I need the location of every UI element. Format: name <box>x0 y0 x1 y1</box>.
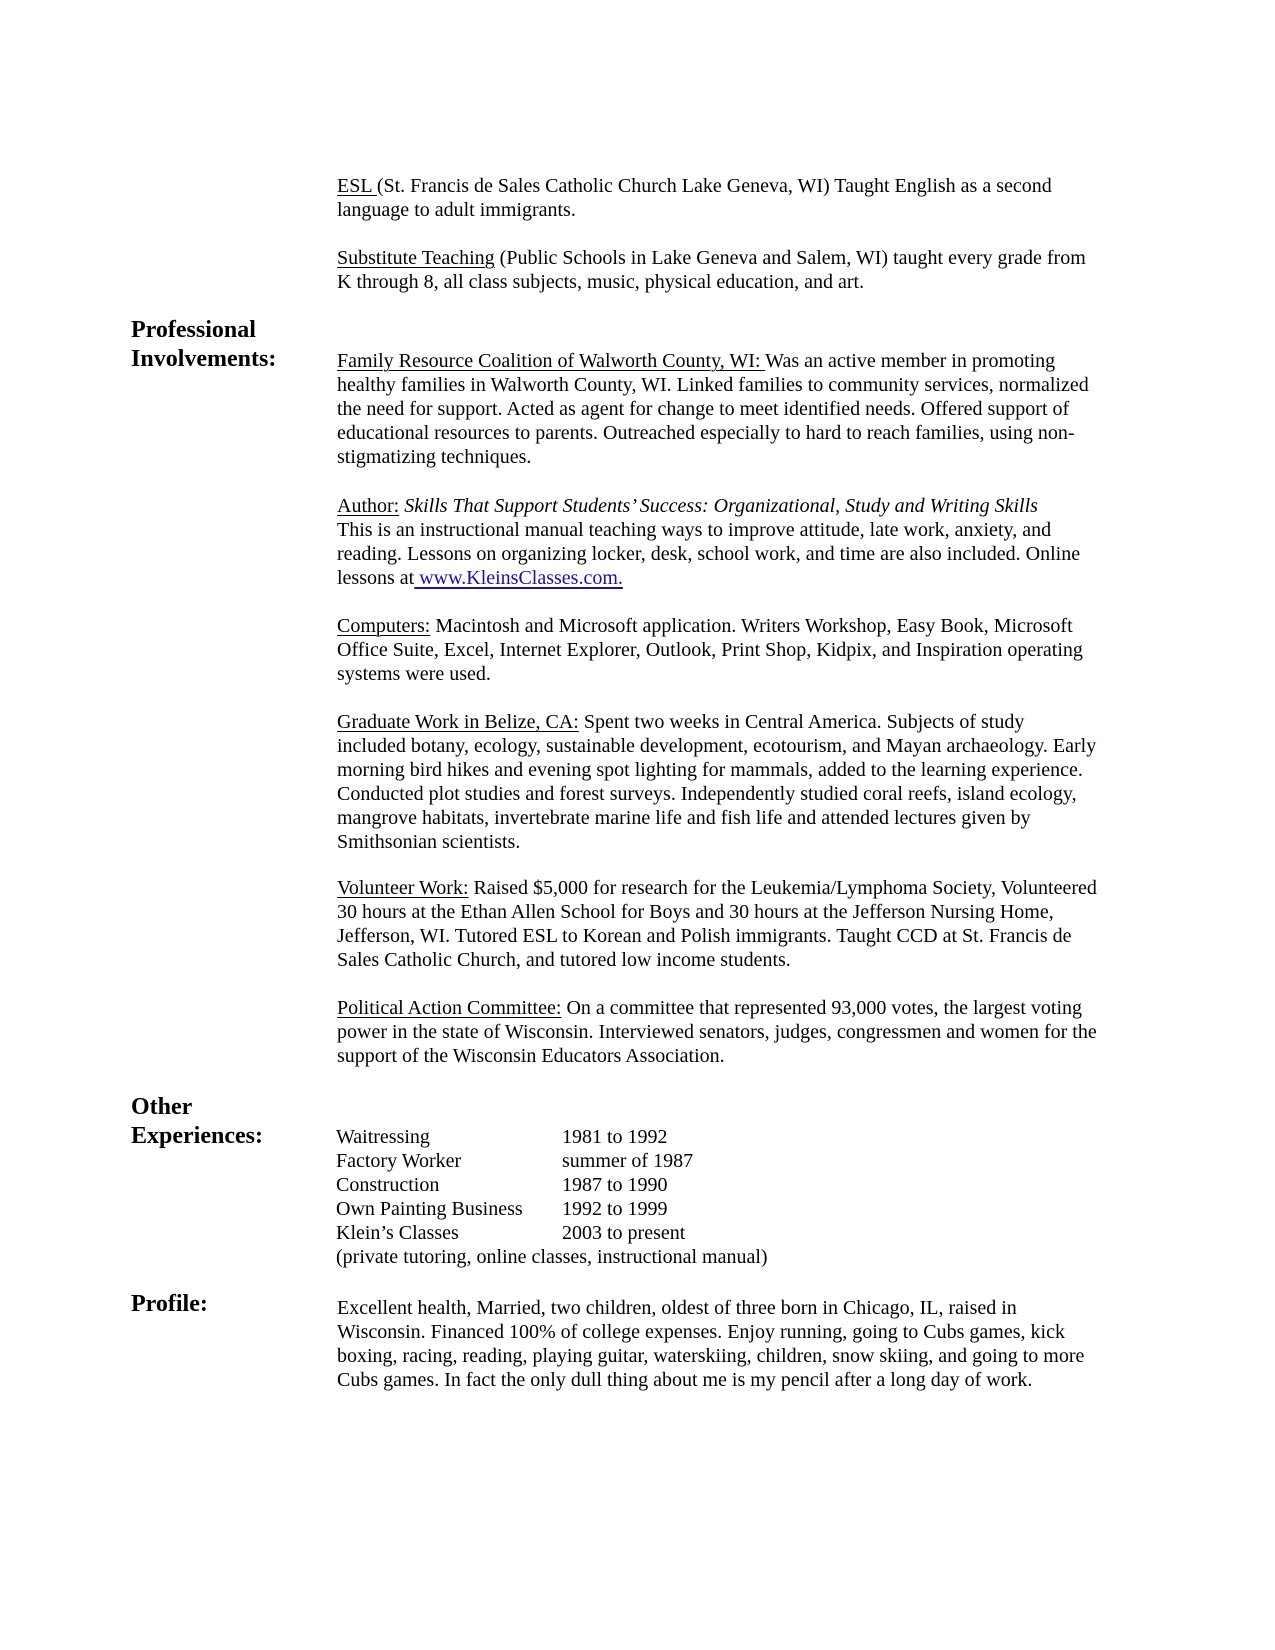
heading-line-2: Involvements: <box>131 346 277 372</box>
family-resource-label: Family Resource Coalition of Walworth County, WI: <box>337 350 766 372</box>
other-experiences-heading <box>131 1093 263 1151</box>
esl-paragraph <box>337 174 1097 222</box>
esl-label: ESL <box>337 175 377 197</box>
esl-text: (St. Francis de Sales Catholic Church Lake Geneva, WI) Taught English as a second language to adult immigrants. <box>337 175 1052 221</box>
heading-line-1: Professional <box>131 317 256 343</box>
author-book-title: Skills That Support Students’ Success: Organizational, Study and Writing Skills <box>399 495 1038 517</box>
family-resource-text: Was an active member in promoting healthy families in Walworth County, WI. Linked families to community services, normalized the need for support. Acted as agent for change to meet identified needs. Offered support of educational resources to parents. Outreached especially to hard to reach families, using non-stigmatizing techniques. <box>337 350 1089 468</box>
political-action-paragraph <box>337 996 1097 1068</box>
volunteer-work-paragraph <box>337 876 1097 972</box>
professional-involvements-heading <box>131 316 276 374</box>
political-action-text: On a committee that represented 93,000 votes, the largest voting power in the state of Wisconsin. Interviewed senators, judges, congressmen and women for the support of the Wisconsin Educators Association. <box>337 997 1097 1067</box>
experience-period: summer of 1987 <box>562 1150 694 1172</box>
experience-row <box>336 1221 693 1245</box>
kleins-classes-link[interactable]: www.KleinsClasses.com. <box>414 567 623 589</box>
experience-period: 2003 to present <box>562 1222 686 1244</box>
heading-line-2: Experiences: <box>131 1123 263 1149</box>
volunteer-work-label: Volunteer Work: <box>337 877 469 899</box>
experience-period: 1992 to 1999 <box>562 1198 668 1220</box>
experience-job: Own Painting Business <box>336 1198 523 1220</box>
substitute-teaching-text: (Public Schools in Lake Geneva and Salem, WI) taught every grade from K through 8, all class subjects, music, physical education, and art. <box>337 247 1086 293</box>
family-resource-paragraph <box>337 349 1097 469</box>
computers-text: Macintosh and Microsoft application. Writers Workshop, Easy Book, Microsoft Office Suite, Excel, Internet Explorer, Outlook, Print Shop, Kidpix, and Inspiration operating systems were used. <box>337 615 1083 685</box>
experience-row <box>336 1173 693 1197</box>
experiences-note: (private tutoring, online classes, instructional manual) <box>336 1246 768 1268</box>
experience-row <box>336 1197 693 1221</box>
volunteer-work-text: Raised $5,000 for research for the Leukemia/Lymphoma Society, Volunteered 30 hours at the Ethan Allen School for Boys and 30 hours at the Jefferson Nursing Home, Jefferson, WI. Tutored ESL to Korean and Polish immigrants. Taught CCD at St. Francis de Sales Catholic Church, and tutored low income students. <box>337 877 1097 971</box>
computers-paragraph <box>337 614 1097 686</box>
author-text: This is an instructional manual teaching ways to improve attitude, late work, anxiety, and reading. Lessons on organizing locker, desk, school work, and time are also included. Online lessons at <box>337 519 1081 589</box>
author-paragraph <box>337 494 1097 590</box>
experience-row <box>336 1125 693 1149</box>
computers-label: Computers: <box>337 615 431 637</box>
graduate-work-paragraph <box>337 710 1097 854</box>
experience-job: Waitressing <box>336 1126 430 1148</box>
experience-job: Factory Worker <box>336 1150 462 1172</box>
experience-job: Construction <box>336 1174 440 1196</box>
author-label: Author: <box>337 495 400 517</box>
experiences-table-body <box>336 1125 693 1245</box>
experiences-table <box>336 1125 693 1245</box>
substitute-teaching-label: Substitute Teaching <box>337 247 495 269</box>
experience-job: Klein’s Classes <box>336 1222 459 1244</box>
profile-heading: Profile: <box>131 1291 208 1317</box>
profile-text: Excellent health, Married, two children, oldest of three born in Chicago, IL, raised in Wisconsin. Financed 100% of college expenses. Enjoy running, going to Cubs games, kick boxing, racing, reading, playing guitar, waterskiing, children, snow skiing, and going to more Cubs games. In fact the only dull thing about me is my pencil after a long day of work. <box>337 1297 1085 1391</box>
experience-row <box>336 1149 693 1173</box>
experience-period: 1987 to 1990 <box>562 1174 668 1196</box>
graduate-work-text: Spent two weeks in Central America. Subjects of study included botany, ecology, sustainable development, ecotourism, and Mayan archaeology. Early morning bird hikes and evening spot lighting for mammals, added to the learning experience. Conducted plot studies and forest surveys. Independently studied coral reefs, island ecology, mangrove habitats, invertebrate marine life and fish life and attended lectures given by Smithsonian scientists. <box>337 711 1097 853</box>
substitute-teaching-paragraph <box>337 246 1097 294</box>
graduate-work-label: Graduate Work in Belize, CA: <box>337 711 579 733</box>
political-action-label: Political Action Committee: <box>337 997 562 1019</box>
experience-period: 1981 to 1992 <box>562 1126 668 1148</box>
heading-line-1: Other <box>131 1094 193 1120</box>
